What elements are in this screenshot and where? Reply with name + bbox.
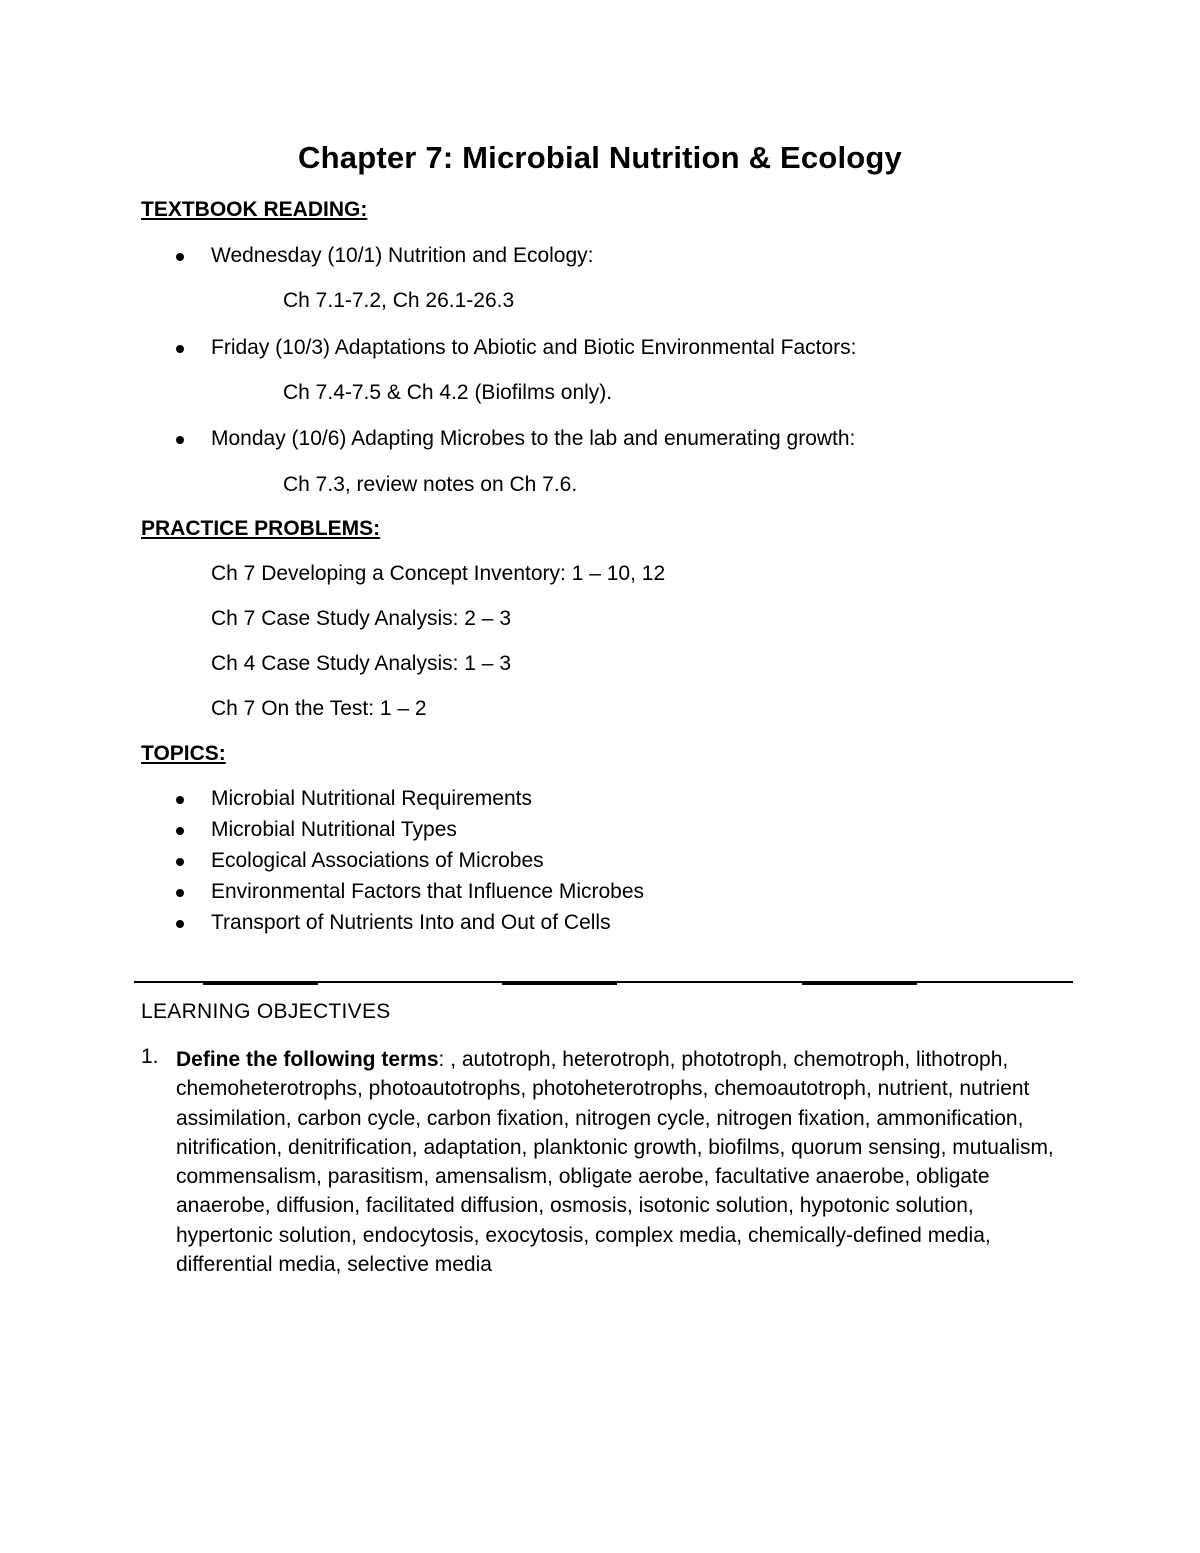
practice-item: Ch 7 Developing a Concept Inventory: 1 – 10, 12 [211, 562, 666, 585]
reading-item-detail: Ch 7.1-7.2, Ch 26.1-26.3 [283, 289, 515, 312]
topic-item: Microbial Nutritional Requirements [211, 787, 532, 810]
bullet-icon [176, 858, 184, 866]
bullet-icon [176, 827, 184, 835]
topic-item: Microbial Nutritional Types [211, 818, 457, 841]
practice-item: Ch 4 Case Study Analysis: 1 – 3 [211, 652, 511, 675]
objective-terms: : , autotroph, heterotroph, phototroph, chemotroph, lithotroph, chemoheterotrophs, photoautotrophs, photoheterotrophs, chemoautotroph, nutrient, nutrient assimilation, carbon cycle, carbon fixation, nitrogen cycle, nitrogen fixation, ammonification, nitrification, denitrification, adaptation, planktonic growth, biofilms, quorum sensing, mutualism, commensalism, parasitism, amensalism, obligate aerobe, facultative anaerobe, obligate anaerobe, diffusion, facilitated diffusion, osmosis, isotonic solution, hypotonic solution, hypertonic solution, endocytosis, exocytosis, complex media, chemically-defined media, differential media, selective media [176, 1048, 1054, 1277]
reading-item-label: Monday (10/6) Adapting Microbes to the lab and enumerating growth: [211, 427, 856, 450]
bullet-icon [176, 889, 184, 897]
reading-item-label: Friday (10/3) Adaptations to Abiotic and Biotic Environmental Factors: [211, 336, 857, 359]
bullet-icon [176, 920, 184, 928]
page-title: Chapter 7: Microbial Nutrition & Ecology [298, 140, 902, 175]
practice-item: Ch 7 Case Study Analysis: 2 – 3 [211, 607, 511, 630]
bullet-icon [176, 253, 184, 261]
topic-item: Ecological Associations of Microbes [211, 849, 544, 872]
reading-item-label: Wednesday (10/1) Nutrition and Ecology: [211, 244, 594, 267]
bullet-icon [176, 796, 184, 804]
divider-accent [502, 983, 617, 985]
topic-item: Transport of Nutrients Into and Out of Cells [211, 911, 611, 934]
objective-text [176, 1045, 1066, 1279]
topic-item: Environmental Factors that Influence Microbes [211, 880, 645, 903]
learning-objectives-heading: LEARNING OBJECTIVES [141, 1000, 391, 1023]
divider-accent [802, 983, 917, 985]
practice-item: Ch 7 On the Test: 1 – 2 [211, 697, 427, 720]
reading-item-detail: Ch 7.4-7.5 & Ch 4.2 (Biofilms only). [283, 381, 613, 404]
bullet-icon [176, 345, 184, 353]
practice-problems-heading: PRACTICE PROBLEMS: [141, 517, 381, 540]
bullet-icon [176, 436, 184, 444]
topics-heading: TOPICS: [141, 742, 226, 765]
reading-item-detail: Ch 7.3, review notes on Ch 7.6. [283, 473, 578, 496]
textbook-reading-heading: TEXTBOOK READING: [141, 198, 368, 221]
objective-number: 1. [141, 1045, 159, 1068]
objective-lead: Define the following terms [176, 1048, 439, 1071]
divider-accent [203, 983, 318, 985]
